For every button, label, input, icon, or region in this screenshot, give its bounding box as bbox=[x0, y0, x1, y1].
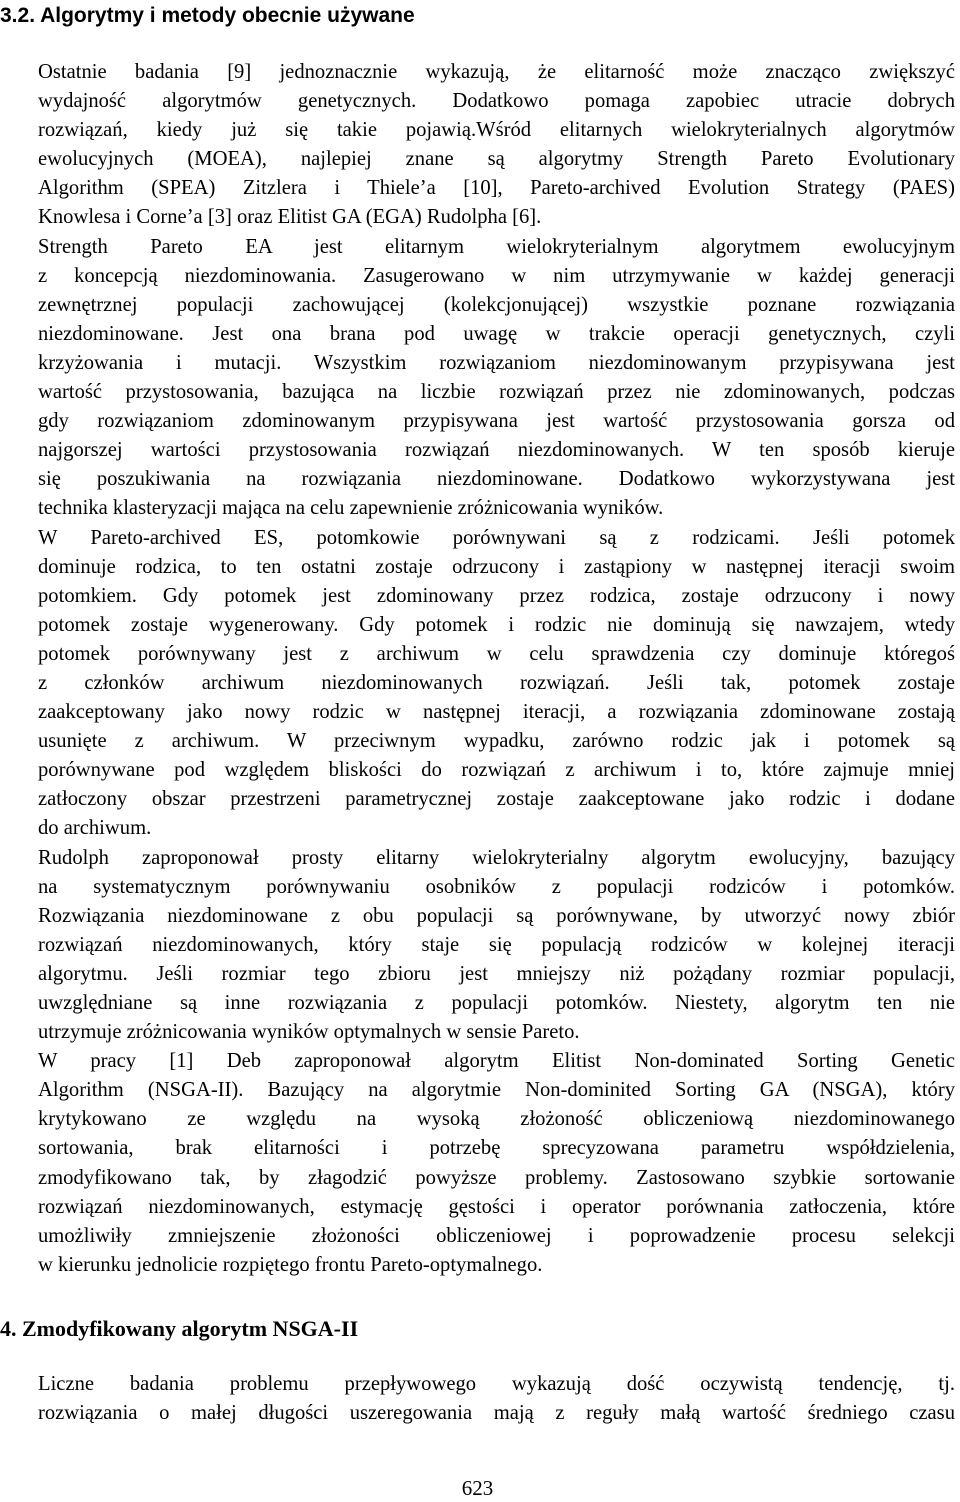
text-line: Rozwiązania niezdominowane z obu populacji są porównywane, by utworzyć nowy zbiór bbox=[38, 904, 955, 927]
text-line: zmodyfikowano tak, by złagodzić powyższe problemy. Zastosowano szybkie sortowanie bbox=[38, 1166, 955, 1189]
text-line: krzyżowania i mutacji. Wszystkim rozwiązaniom niezdominowanym przypisywana jest bbox=[38, 351, 955, 374]
text-line: się poszukiwania na rozwiązania niezdominowane. Dodatkowo wykorzystywana jest bbox=[38, 468, 955, 491]
text-line: Ostatnie badania [9] jednoznacznie wykazują, że elitarność może znacząco zwiększyć bbox=[38, 61, 955, 83]
text-line: umożliwiły zmniejszenie złożoności obliczeniowej i poprowadzenie procesu selekcji bbox=[38, 1224, 955, 1247]
text-line: utrzymuje zróżnicowania wyników optymalnych w sensie Pareto. bbox=[38, 1021, 580, 1044]
text-line: dominuje rodzica, to ten ostatni zostaje odrzucony i zastąpiony w następnej iteracji swoim bbox=[38, 555, 955, 578]
text-line: rozwiązania o małej długości uszeregowania mają z reguły małą wartość średniego czasu bbox=[38, 1402, 955, 1425]
text-line: porównywane pod względem bliskości do rozwiązań z archiwum i to, które zajmuje mniej bbox=[38, 759, 955, 782]
text-line: zewnętrznej populacji zachowującej (kolekcjonującej) wszystkie poznane rozwiązania bbox=[38, 293, 955, 316]
text-line: potomek zostaje wygenerowany. Gdy potomek i rodzic nie dominują się nawzajem, wtedy bbox=[38, 613, 955, 636]
section-4-heading: 4. Zmodyfikowany algorytm NSGA-II bbox=[0, 1316, 359, 1341]
text-line: ewolucyjnych (MOEA), najlepiej znane są algorytmy Strength Pareto Evolutionary bbox=[38, 148, 955, 171]
text-line: zatłoczony obszar przestrzeni parametrycznej zostaje zaakceptowane jako rodzic i dodane bbox=[38, 788, 955, 811]
section-body bbox=[0, 58, 955, 1280]
text-line: rozwiązań, kiedy już się takie pojawią.Wśród elitarnych wielokryterialnych algorytmów bbox=[38, 119, 955, 142]
paragraph bbox=[0, 233, 955, 524]
text-line: rozwiązań niezdominowanych, który staje się populacją rodziców w kolejnej iteracji bbox=[38, 933, 955, 956]
text-line: z członków archiwum niezdominowanych rozwiązań. Jeśli tak, potomek zostaje bbox=[38, 671, 955, 694]
text-line: zaakceptowany jako nowy rodzic w następnej iteracji, a rozwiązania zdominowane zostają bbox=[38, 701, 955, 724]
text-line: wydajność algorytmów genetycznych. Dodatkowo pomaga zapobiec utracie dobrych bbox=[38, 90, 955, 113]
text-line: do archiwum. bbox=[38, 817, 152, 840]
text-line: technika klasteryzacji mająca na celu zapewnienie zróżnicowania wyników. bbox=[38, 497, 664, 520]
text-line: gdy rozwiązaniom zdominowanym przypisywana jest wartość przystosowania gorsza od bbox=[38, 410, 955, 433]
text-line: w kierunku jednolicie rozpiętego frontu Pareto-optymalnego. bbox=[38, 1253, 543, 1276]
text-line: W pracy [1] Deb zaproponował algorytm Elitist Non-dominated Sorting Genetic bbox=[38, 1050, 955, 1073]
text-line: Algorithm (SPEA) Zitzlera i Thiele’a [10], Pareto-archived Evolution Strategy (PAES) bbox=[38, 177, 955, 200]
paragraph bbox=[0, 1047, 955, 1280]
text-line: uwzględniane są inne rozwiązania z populacji potomków. Niestety, algorytm ten nie bbox=[38, 992, 955, 1014]
text-line: algorytmu. Jeśli rozmiar tego zbioru jest mniejszy niż pożądany rozmiar populacji, bbox=[38, 962, 955, 985]
text-line: potomek porównywany jest z archiwum w celu sprawdzenia czy dominuje któregoś bbox=[38, 642, 955, 665]
paragraph bbox=[0, 58, 955, 233]
text-line: najgorszej wartości przystosowania rozwiązań niezdominowanych. W ten sposób kieruje bbox=[38, 439, 955, 462]
text-line: Knowlesa i Corne’a [3] oraz Elitist GA (EGA) Rudolpha [6]. bbox=[38, 206, 542, 229]
text-line: potomkiem. Gdy potomek jest zdominowany przez rodzica, zostaje odrzucony i nowy bbox=[38, 584, 955, 607]
paragraph bbox=[0, 1370, 955, 1428]
text-line: usunięte z archiwum. W przeciwnym wypadku, zarówno rodzic jak i potomek są bbox=[38, 730, 955, 753]
text-line: z koncepcją niezdominowania. Zasugerowano w nim utrzymywanie w każdej generacji bbox=[38, 264, 955, 287]
text-line: Strength Pareto EA jest elitarnym wielokryterialnym algorytmem ewolucyjnym bbox=[38, 235, 955, 258]
paragraph bbox=[0, 524, 955, 844]
text-line: Liczne badania problemu przepływowego wykazują dość oczywistą tendencję, tj. bbox=[38, 1373, 955, 1395]
paragraph bbox=[0, 844, 955, 1048]
text-line: na systematycznym porównywaniu osobników z populacji rodziców i potomków. bbox=[38, 875, 955, 898]
text-line: niezdominowane. Jest ona brana pod uwagę w trakcie operacji genetycznych, czyli bbox=[38, 322, 955, 345]
section-4-body bbox=[0, 1370, 955, 1428]
text-line: krytykowano ze względu na wysoką złożoność obliczeniową niezdominowanego bbox=[38, 1108, 955, 1131]
text-line: Rudolph zaproponował prosty elitarny wielokryterialny algorytm ewolucyjny, bazujący bbox=[38, 846, 955, 869]
section-heading: 3.2. Algorytmy i metody obecnie używane bbox=[0, 4, 415, 27]
text-line: rozwiązań niezdominowanych, estymację gęstości i operator porównania zatłoczenia, które bbox=[38, 1195, 955, 1218]
text-line: wartość przystosowania, bazująca na liczbie rozwiązań przez nie zdominowanych, podczas bbox=[38, 381, 955, 404]
page-number: 623 bbox=[461, 1476, 494, 1500]
text-line: Algorithm (NSGA-II). Bazujący na algorytmie Non-dominited Sorting GA (NSGA), który bbox=[38, 1079, 955, 1102]
text-line: W Pareto-archived ES, potomkowie porównywani są z rodzicami. Jeśli potomek bbox=[38, 526, 955, 549]
text-line: sortowania, brak elitarności i potrzebę sprecyzowana parametru współdzielenia, bbox=[38, 1137, 955, 1160]
